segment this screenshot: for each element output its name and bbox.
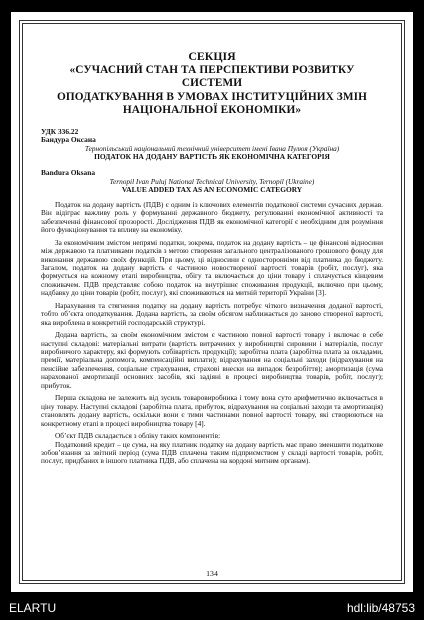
section-title-line: НАЦІОНАЛЬНОЇ ЕКОНОМІКИ» <box>122 104 302 117</box>
affiliation-ua: Тернопільський національний технічний університет імені Івана Пулюя (Україна) <box>84 143 340 153</box>
author-ua: Бандура Оксана <box>41 135 96 145</box>
section-title-line: «СУЧАСНИЙ СТАН ТА ПЕРСПЕКТИВИ РОЗВИТКУ СИСТЕМИ <box>69 64 355 90</box>
footer-repository-label: ELARTU <box>9 601 57 615</box>
page-number: 134 <box>206 569 218 578</box>
body-paragraph: Додана вартість, за своїм економічним змістом є частиною повної вартості товару і включає в себе наступні складові: матеріальні витрати (вартість витрачених у виробництві сировини і матеріалів, послуг виробничого характеру, які формують собівартість продукції); заробітна плата (заробітна плата за окладами, премії, матеріальна допомога, компенсаційні виплати); відрахування на соціальні заходи (відрахування на пенсійне забезпечення, соціальне страхування, страхові внески на випадок безробіття); амортизація (сума нарахованої амортизації основних засобів, які задіяні в процесі виробництва товарів, робіт, послуг); прибуток. <box>41 330 383 390</box>
affiliation-en: Ternopil Ivan Puluj National Technical University, Ternopil (Ukraine) <box>109 176 315 186</box>
author-en: Bandura Oksana <box>41 168 96 177</box>
section-title-line: ОПОДАТКУВАННЯ В УМОВАХ ІНСТИТУЦІЙНИХ ЗМІН <box>56 90 368 103</box>
article-title-en: VALUE ADDED TAX AS AN ECONOMIC CATEGORY <box>121 185 303 195</box>
section-label: СЕКЦІЯ <box>188 49 236 63</box>
body-paragraph: Податок на додану вартість (ПДВ) є одним із ключових елементів податкової системи сучасних держав. Він відіграє важливу роль у формуванні державного бюджету, регулюванні економічної активності та забезпеченні фінансової прозорості. Дослідження ПДВ як економічної категорії є необхідним для розуміння його функціонування та впливу на економіку. <box>41 199 383 235</box>
document-page <box>11 12 413 592</box>
body-paragraph: Перша складова не залежить від зусиль товаровиробника і тому вона суто арифметично включається в ціну товару. Наступні складові (заробітна плата, прибуток, відрахування на соціальні заходи та амортизація) становлять додану вартість, оскільки вони є тими частинами повної вартості товару, які створюються на конкретному етапі в процесі виробництва товару [4]. <box>41 393 383 428</box>
footer-handle-label: hdl:lib/48753 <box>346 601 415 615</box>
viewer-footer <box>0 597 424 620</box>
article-title-ua: ПОДАТОК НА ДОДАНУ ВАРТІСТЬ ЯК ЕКОНОМІЧНА КАТЕГОРІЯ <box>94 152 330 162</box>
body-paragraph: Об’єкт ПДВ складається з обліку таких компонентів: <box>55 431 221 441</box>
body-paragraph: Податковий кредит – це сума, на яку платник податку на додану вартість має право зменшити податкове зобов’язання за звітний період (сума ПДВ сплачена таким підприємством у складі вартості товарів, робіт, послуг, придбаних в іншого платника ПДВ, або сплачена на кордоні митним органам). <box>41 439 383 466</box>
body-paragraph: Нарахування та стягнення податку на додану вартість потребує чіткого визначення доданої вартості, тобто об’єкта оподаткування. Додана вартість, за своїм обсягом наближається до заново створеної вартості, яка вироблена в конкретній господарській структурі. <box>41 300 383 327</box>
page-content <box>41 50 383 466</box>
body-paragraph: За економічним змістом непрямі податки, зокрема, податок на додану вартість – це фінансові відносини між державою та платниками податків з метою створення загального централізованого грошового фонду для виконання державою своїх функцій. При цьому, ці відносини є односторонніми від платника до бюджету. Загалом, податок на додану вартість є частиною новоствореної вартості товарів (робіт, послуг), яка формується на кожному етапі виробництва, обігу та включається до ціни товару і сплачується кінцевим споживачем. ПДВ представляє собою податок на внутрішнє споживання продукції, включно при цьому, надбавку до ціни товарів (робіт, послуг), які споживаються на митній території України [3]. <box>41 237 383 298</box>
udk-code: УДК 336.22 <box>41 126 79 136</box>
section-title <box>41 64 383 118</box>
